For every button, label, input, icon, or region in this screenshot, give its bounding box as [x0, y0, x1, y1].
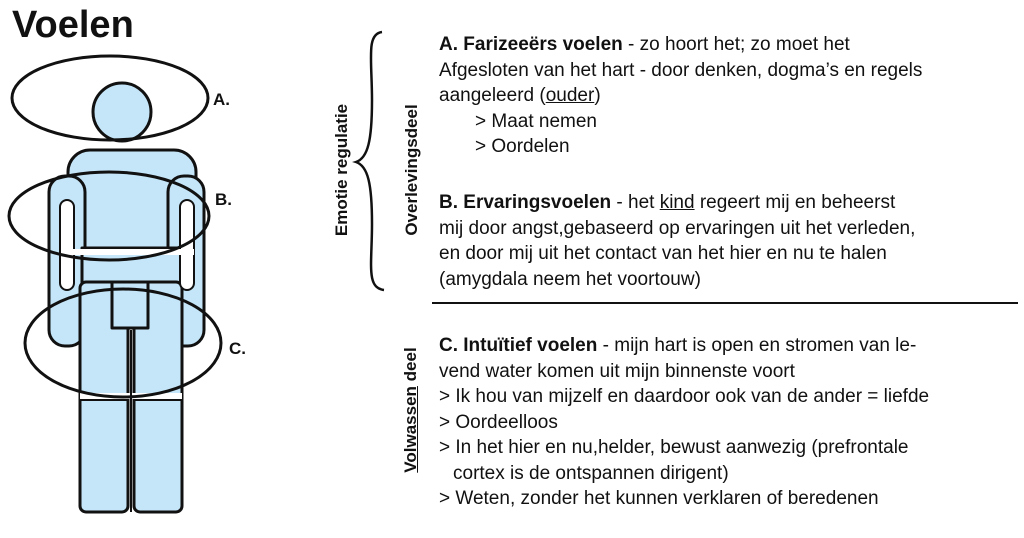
- section-a-line3-pre: aangeleerd (: [439, 85, 546, 106]
- section-a-item: > Maat nemen: [475, 110, 597, 132]
- section-b-kind: kind: [659, 192, 695, 213]
- label-volwassen-rest: deel: [401, 347, 420, 387]
- section-c-item2: > Oordeelloos: [439, 411, 558, 433]
- section-a-heading: A. Farizeeërs voelen: [439, 34, 623, 55]
- curly-brace: [356, 32, 384, 290]
- section-b-line2: mij door angst,gebaseerd op ervaringen uit het verleden,: [439, 217, 916, 239]
- label-b: B.: [215, 190, 232, 209]
- label-a: A.: [213, 90, 230, 109]
- section-b-line1-pre: - het: [611, 192, 660, 213]
- label-volwassen-underlined: Volwassen: [401, 386, 420, 473]
- section-c: [439, 333, 929, 512]
- label-volwassen-deel: [401, 330, 421, 490]
- label-overlevingsdeel: Overlevingsdeel: [402, 104, 421, 236]
- section-c-heading: C. Intuïtief voelen: [439, 335, 598, 356]
- section-a-line1: - zo hoort het; zo moet het: [622, 34, 850, 55]
- body-figure: [0, 0, 430, 538]
- section-a-line3-post: ): [594, 85, 601, 106]
- section-a-item: > Oordelen: [475, 136, 570, 157]
- section-c-line2: vend water komen uit mijn binnenste voort: [439, 360, 795, 382]
- section-c-item1: > Ik hou van mijzelf en daardoor ook van de ander = liefde: [439, 386, 930, 407]
- section-a-ouder: ouder: [545, 85, 595, 106]
- section-divider: [432, 302, 1018, 304]
- section-c-item3: > In het hier en nu,helder, bewust aanwezig (prefrontale: [439, 437, 909, 458]
- label-c: C.: [229, 339, 246, 358]
- label-emotie-regulatie: Emotie regulatie: [332, 103, 351, 237]
- section-c-item3b: cortex is de ontspannen dirigent): [453, 462, 729, 484]
- section-a-line2: Afgesloten van het hart - door denken, dogma’s en regels: [439, 59, 923, 81]
- section-c-item4: > Weten, zonder het kunnen verklaren of beredenen: [439, 488, 879, 509]
- head-shape: [93, 83, 151, 141]
- section-c-line1: - mijn hart is open en stromen van le-: [597, 335, 917, 356]
- page-title: Voelen: [12, 4, 134, 46]
- section-a: [439, 32, 922, 160]
- section-b-heading: B. Ervaringsvoelen: [439, 192, 612, 213]
- section-b-line3: en door mij uit het contact van het hier en nu te halen: [439, 243, 887, 264]
- section-b-line4: (amygdala neem het voortouw): [439, 268, 701, 290]
- section-b-line1-post: regeert mij en beheerst: [694, 192, 896, 213]
- section-b: [439, 190, 915, 292]
